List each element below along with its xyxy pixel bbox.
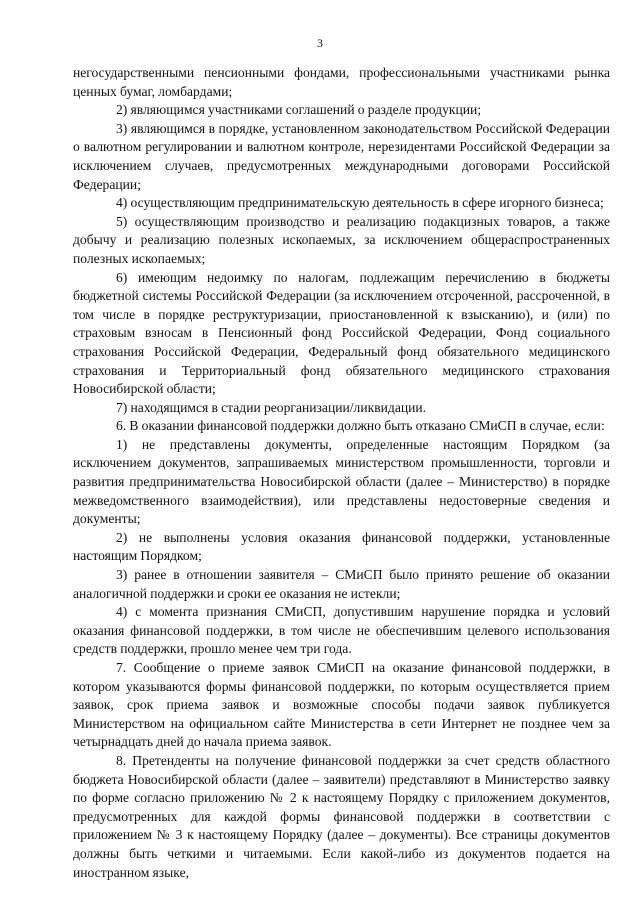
refusal-item-2: 2) не выполнены условия оказания финансовой поддержки, установленные настоящим Порядком;: [73, 529, 610, 564]
document-body: [73, 64, 610, 880]
list-item-2: 2) являющимся участниками соглашений о разделе продукции;: [116, 102, 482, 118]
page-number: 3: [317, 36, 323, 50]
list-item-3: 3) являющимся в порядке, установленном законодательством Российской Федерации о валютном регулировании и валютном контроле, нерезидентами Российской Федерации за исключением случаев, предусмотренных международными договорами Российской Федерации;: [73, 120, 610, 192]
refusal-item-1: 1) не представлены документы, определенные настоящим Порядком (за исключением документов, запрашиваемых министерством промышленности, торговли и развития предпринимательства Новосибирской области (далее – Министерство) в порядке межведомственного взаимодействия), или представлены недостоверные сведения и документы;: [73, 436, 610, 527]
list-item-5: 5) осуществляющим производство и реализацию подакцизных товаров, а также добычу и реализацию полезных ископаемых, за исключением общераспространенных полезных ископаемых;: [73, 213, 610, 266]
list-item-7: 7) находящимся в стадии реорганизации/ликвидации.: [116, 399, 427, 415]
list-item-4: 4) осуществляющим предпринимательскую деятельность в сфере игорного бизнеса;: [116, 195, 604, 211]
section-6-heading: 6. В оказании финансовой поддержки должно быть отказано СМиСП в случае, если:: [116, 418, 605, 434]
section-8: 8. Претенденты на получение финансовой поддержки за счет средств областного бюджета Новосибирской области (далее – заявители) представляют в Министерство заявку по форме согласно приложению № 2 к настоящему Порядку с приложением документов, предусмотренных для каждой формы финансовой поддержки в соответствии с приложением № 3 к настоящему Порядку (далее – документы). Все страницы документов должны быть четкими и читаемыми. Если какой-либо из документов подается на иностранном языке,: [73, 752, 610, 880]
paragraph-continuation: негосударственными пенсионными фондами, профессиональными участниками рынка ценных бумаг, ломбардами;: [73, 65, 610, 99]
section-7: 7. Сообщение о приеме заявок СМиСП на оказание финансовой поддержки, в котором указываются формы финансовой поддержки, по которым осуществляется прием заявок, срок приема заявок и возможные способы подачи заявок публикуется Министерством на официальном сайте Министерства в сети Интернет не позднее чем за четырнадцать дней до начала приема заявок.: [73, 660, 610, 750]
list-item-6: 6) имеющим недоимку по налогам, подлежащим перечислению в бюджеты бюджетной системы Российской Федерации (за исключением отсроченной, рассроченной, в том числе в порядке реструктуризации, приостановленной к взысканию), и (или) по страховым взносам в Пенсионный фонд Российской Федерации, Фонд социального страхования Российской Федерации, Федеральный фонд обязательного медицинского страхования и Территориальный фонд обязательного медицинского страхования Новосибирской области;: [73, 269, 610, 397]
refusal-item-4: 4) с момента признания СМиСП, допустившим нарушение порядка и условий оказания финансовой поддержки, в том числе не обеспечившим целевого использования средств поддержки, прошло менее чем три года.: [73, 604, 610, 657]
refusal-item-3: 3) ранее в отношении заявителя – СМиСП было принято решение об оказании аналогичной поддержки и сроки ее оказания не истекли;: [73, 567, 610, 601]
